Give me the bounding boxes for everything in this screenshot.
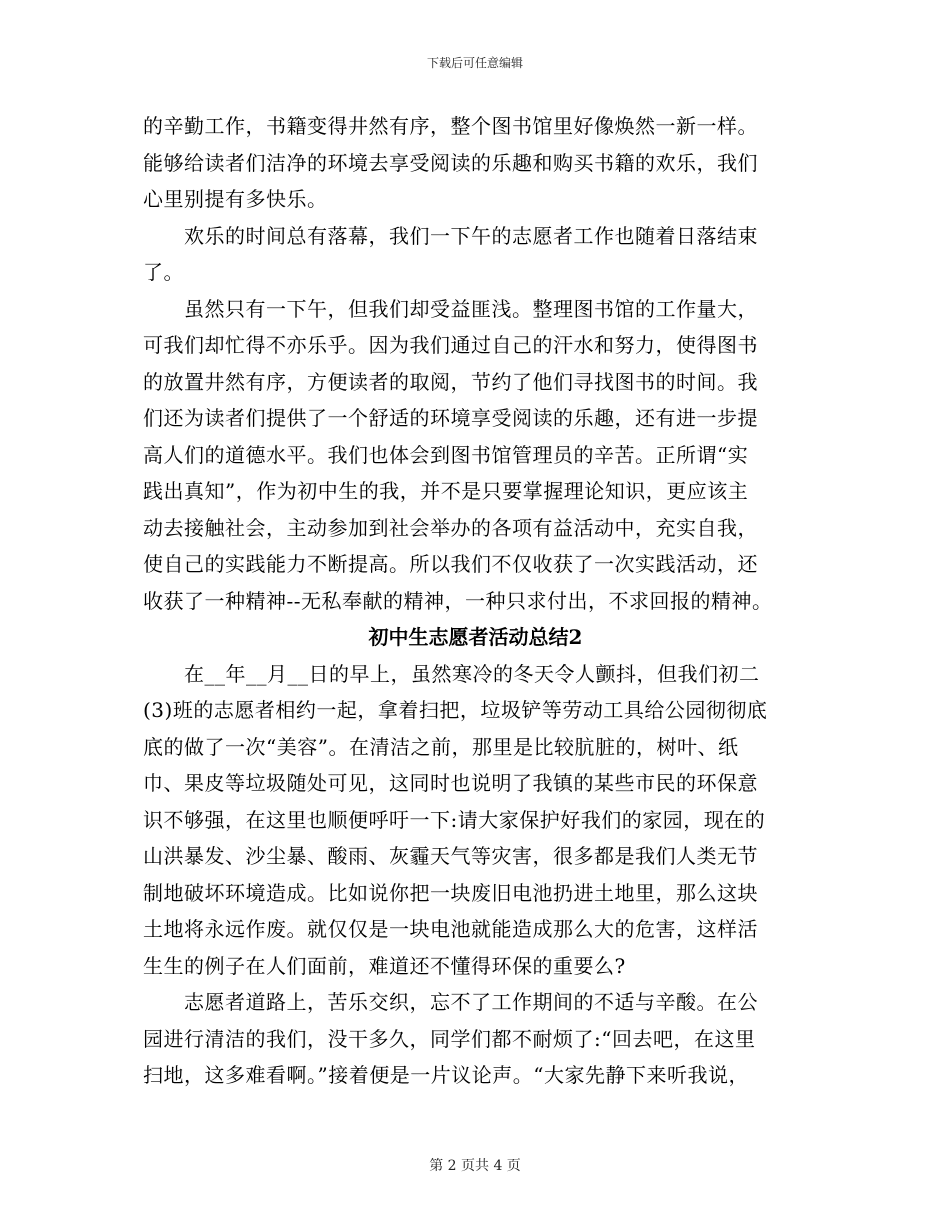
text-line: 底的做了一次“美容”。在清洁之前，那里是比较肮脏的，树叶、纸 (143, 734, 739, 759)
text-line: 欢乐的时间总有落幕，我们一下午的志愿者工作也随着日落结束 (143, 223, 758, 248)
text-line: 动去接触社会，主动参加到社会举办的各项有益活动中，充实自我， (143, 515, 758, 540)
text-line: 园进行清洁的我们，没干多久，同学们都不耐烦了:“回去吧，在这里 (143, 1026, 756, 1051)
text-line: 生生的例子在人们面前，难道还不懂得环保的重要么? (143, 953, 626, 978)
text-line: 使自己的实践能力不断提高。所以我们不仅收获了一次实践活动，还 (143, 552, 758, 576)
text-line: 制地破坏环境造成。比如说你把一块废旧电池扔进土地里，那么这块 (143, 880, 758, 905)
page-header: 下载后可任意编辑 (426, 56, 523, 70)
text-line: 虽然只有一下午，但我们却受益匪浅。整理图书馆的工作量大， (143, 296, 758, 321)
text-line: 践出真知”，作为初中生的我，并不是只要掌握理论知识，更应该主 (143, 479, 749, 503)
section-title: 初中生志愿者活动总结2 (368, 625, 583, 649)
text-line: 志愿者道路上，苦乐交织，忘不了工作期间的不适与辛酸。在公 (143, 990, 758, 1014)
text-line: 可我们却忙得不亦乐乎。因为我们通过自己的汗水和努力，使得图书 (143, 333, 758, 357)
text-line: 土地将永远作废。就仅仅是一块电池就能造成那么大的危害，这样活 (143, 917, 758, 941)
text-line: 了。 (143, 260, 184, 284)
text-line: (3)班的志愿者相约一起，拿着扫把，垃圾铲等劳动工具给公园彻彻底 (143, 698, 768, 722)
text-line: 巾、果皮等垃圾随处可见，这同时也说明了我镇的某些市民的环保意 (143, 771, 758, 795)
text-line: 高人们的道德水平。我们也体会到图书馆管理员的辛苦。正所谓“实 (143, 442, 749, 467)
text-line: 心里别提有多快乐。 (143, 187, 328, 211)
text-line: 的放置井然有序，方便读者的取阅，节约了他们寻找图书的时间。我 (143, 369, 758, 394)
text-line: 收获了一种精神--无私奉献的精神，一种只求付出，不求回报的精神。 (143, 588, 773, 613)
text-line: 识不够强，在这里也顺便呼吁一下:请大家保护好我们的家园，现在的 (143, 807, 766, 832)
text-line: 在__年__月__日的早上，虽然寒冷的冬天令人颤抖，但我们初二 (143, 661, 760, 686)
document-body (143, 108, 808, 1094)
text-line: 扫地，这多难看啊。”接着便是一片议论声。“大家先静下来听我说， (143, 1063, 749, 1087)
text-line: 山洪暴发、沙尘暴、酸雨、灰霾天气等灾害，很多都是我们人类无节 (143, 844, 758, 868)
text-line: 的辛勤工作，书籍变得井然有序，整个图书馆里好像焕然一新一样。 (143, 114, 758, 138)
page-footer: 第 2 页共 4 页 (429, 1158, 521, 1174)
text-line: 们还为读者们提供了一个舒适的环境享受阅读的乐趣，还有进一步提 (143, 406, 758, 430)
text-line: 能够给读者们洁净的环境去享受阅读的乐趣和购买书籍的欢乐，我们 (143, 150, 758, 175)
